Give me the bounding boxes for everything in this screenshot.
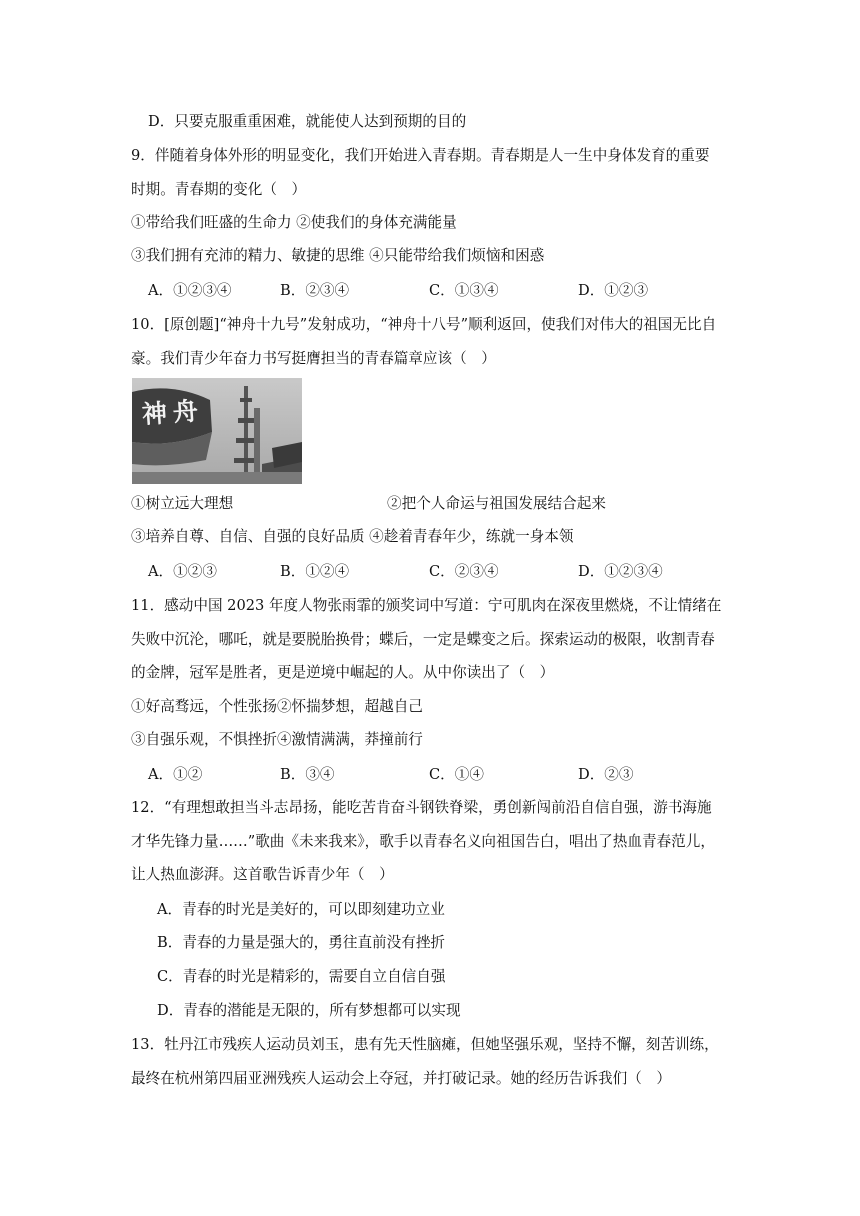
- q11-stem-line-2: 失败中沉沦，哪吒，就是要脱胎换骨；蝶后，一定是蝶变之后。探索运动的极限，收割青春: [131, 631, 715, 648]
- q12-option-b: B．青春的力量是强大的，勇往直前没有挫折: [157, 934, 446, 951]
- q10-stem-line-1: 10．[原创题]“神舟十九号”发射成功，“神舟十八号”顺利返回，使我们对伟大的祖国无比自: [131, 316, 717, 333]
- q9-option-a: A．①②③④: [148, 282, 232, 299]
- q12-stem-line-3: 让人热血澎湃。这首歌告诉青少年（ ）: [131, 866, 394, 883]
- q10-stem-line-2: 豪。我们青少年奋力书写挺膺担当的青春篇章应该（ ）: [131, 350, 496, 367]
- q11-stem-line-1: 11．感动中国 2023 年度人物张雨霏的颁奖词中写道：宁可肌肉在深夜里燃烧，不让情绪在: [131, 597, 722, 614]
- q11-option-a: A．①②: [148, 766, 203, 783]
- q10-option-a: A．①②③: [148, 563, 217, 580]
- q9-option-c: C．①③④: [429, 282, 499, 299]
- q9-stem-line-1: 9．伴随着身体外形的明显变化，我们开始进入青春期。青春期是人一生中身体发育的重要: [131, 147, 710, 164]
- q12-stem-line-2: 才华先锋力量……”歌曲《未来我来》，歌手以青春名义向祖国告白，唱出了热血青春范儿，: [131, 833, 715, 850]
- q12-option-a: A．青春的时光是美好的，可以即刻建功立业: [157, 901, 445, 918]
- q12-option-c: C．青春的时光是精彩的，需要自立自信自强: [157, 968, 446, 985]
- q10-option-d: D．①②③④: [578, 563, 663, 580]
- q10-statement-2: ②把个人命运与祖国发展结合起来: [387, 495, 606, 512]
- q10-option-b: B．①②④: [280, 563, 350, 580]
- q9-statements-line-2: ③我们拥有充沛的精力、敏捷的思维 ④只能带给我们烦恼和困惑: [131, 247, 545, 264]
- q12-stem-line-1: 12．“有理想敢担当斗志昂扬，能吃苦肯奋斗钢铁脊梁，勇创新闯前沿自信自强，游书海施: [131, 799, 712, 816]
- q10-statement-1: ①树立远大理想: [131, 495, 234, 512]
- q10-option-c: C．②③④: [429, 563, 499, 580]
- q11-statements-line-1: ①好高骛远，个性张扬②怀揣梦想，超越自己: [131, 698, 423, 715]
- shenzhou-launch-photo: [132, 378, 302, 484]
- q13-stem-line-1: 13．牡丹江市残疾人运动员刘玉，患有先天性脑瘫，但她坚强乐观，坚持不懈，刻苦训练，: [131, 1036, 719, 1053]
- q11-option-d: D．②③: [578, 766, 634, 783]
- photo-flag-text: 神舟: [141, 395, 205, 430]
- photo-illustration: [132, 378, 302, 484]
- q11-option-c: C．①④: [429, 766, 484, 783]
- q10-statements-3-4: ③培养自尊、自信、自强的良好品质 ④趁着青春年少，练就一身本领: [131, 528, 574, 545]
- q9-option-d: D．①②③: [578, 282, 649, 299]
- q9-option-b: B．②③④: [280, 282, 350, 299]
- q9-stem-line-2: 时期。青春期的变化（ ）: [131, 181, 307, 198]
- q13-stem-line-2: 最终在杭州第四届亚洲残疾人运动会上夺冠，并打破记录。她的经历告诉我们（ ）: [131, 1070, 671, 1087]
- q12-option-d: D．青春的潜能是无限的，所有梦想都可以实现: [157, 1002, 461, 1019]
- q9-statements-line-1: ①带给我们旺盛的生命力 ②使我们的身体充满能量: [131, 214, 457, 231]
- q11-option-b: B．③④: [280, 766, 335, 783]
- q11-statements-line-2: ③自强乐观，不惧挫折④激情满满，莽撞前行: [131, 731, 423, 748]
- q11-stem-line-3: 的金牌，冠军是胜者，更是逆境中崛起的人。从中你读出了（ ）: [131, 664, 555, 681]
- q8-option-d: D．只要克服重重困难，就能使人达到预期的目的: [148, 113, 467, 130]
